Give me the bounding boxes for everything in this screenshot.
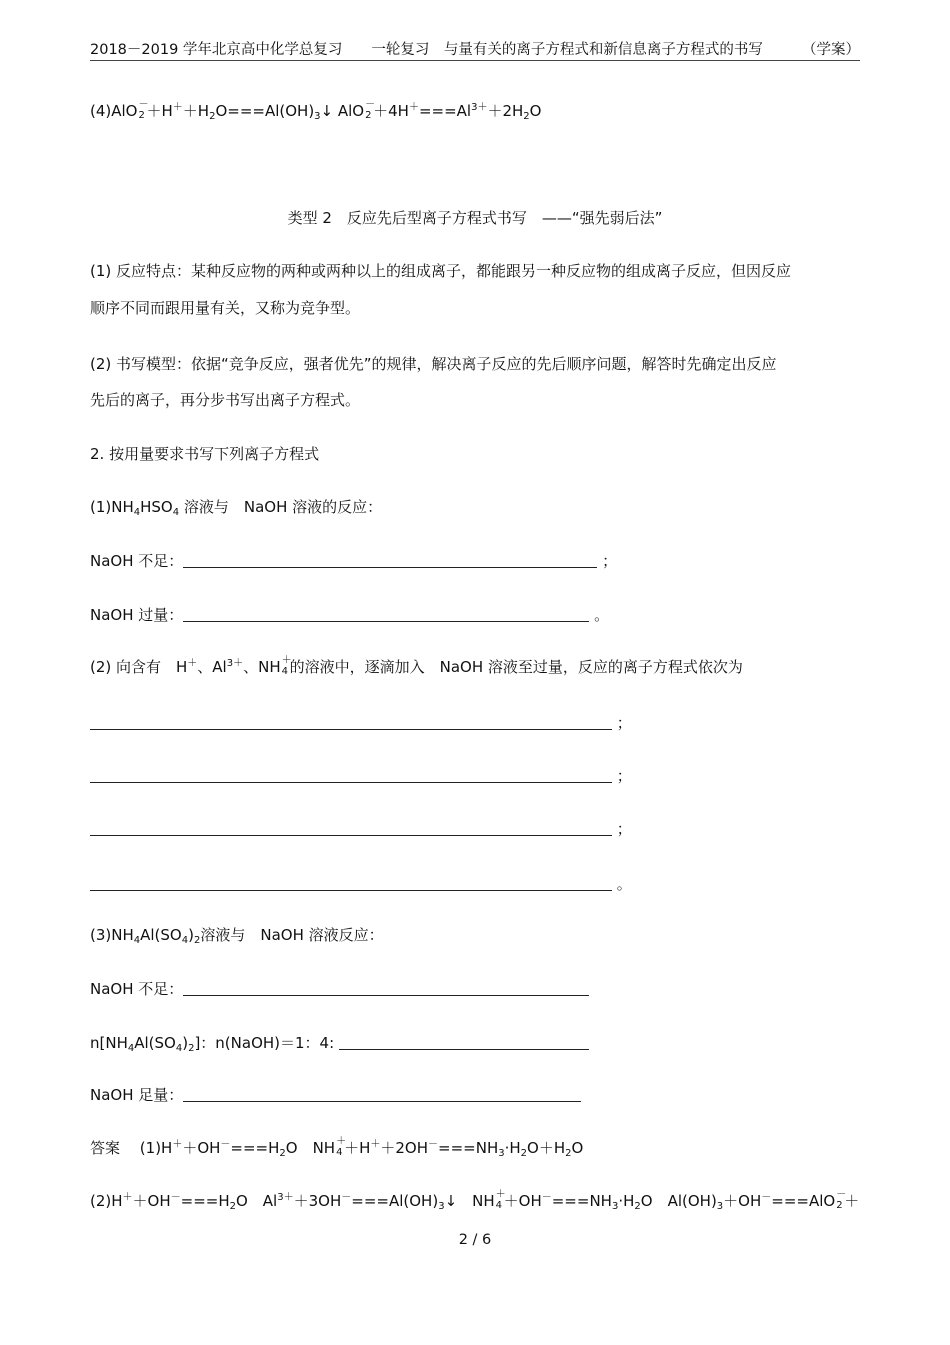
answer-line-naoh-enough: NaOH 足量： — [90, 1084, 581, 1106]
page-number: 2 / 6 — [458, 1232, 492, 1248]
answer-line-ratio: $n[NH_4Al(SO_4)_2]$：n(NaOH)＝1：4: — [90, 1032, 589, 1054]
page-header — [90, 36, 860, 61]
question-2-2: (2) 向含有 H＋、$Al^{3+}$、NH ＋ 4 的溶液中，逐滴加入 NaOH 溶液至过量，反应的离子方程式依次为 — [90, 655, 743, 677]
answer-blank[interactable] — [90, 821, 612, 836]
answer-line-2-2-d: 。 — [90, 873, 632, 895]
answer-blank[interactable] — [183, 553, 597, 568]
answer-blank[interactable] — [90, 715, 612, 730]
answer-blank[interactable] — [90, 876, 612, 891]
question-2-3: $(3)NH_4Al(SO_4)_2$溶液与 NaOH 溶液反应： — [90, 926, 384, 946]
answer-blank[interactable] — [183, 1087, 581, 1102]
question-2-1: $(1)NH_4HSO_4$ 溶液与 NaOH 溶液的反应： — [90, 498, 383, 518]
answer-blank[interactable] — [339, 1035, 589, 1050]
answer-line-naoh-short-1: NaOH 不足： ； — [90, 552, 618, 570]
answer-blank[interactable] — [90, 768, 612, 783]
section-title: 类型 2 反应先后型离子方程式书写 ——“强先弱后法” — [287, 209, 663, 227]
answer-blank[interactable] — [183, 607, 589, 622]
answer-line-naoh-excess-1: NaOH 过量： 。 — [90, 606, 610, 624]
ion-sub-sup: － 2 — [365, 99, 376, 121]
paragraph-2b: 先后的离子，再分步书写出离子方程式。 — [90, 391, 361, 409]
answer-line-2-2-b: ； — [90, 765, 632, 787]
answer-line-2-2-c: ； — [90, 818, 632, 840]
answer-1: 答案 $(1)H^++OH^-===H_2O$ NH ＋ 4 $+H^++2OH^-===NH_3\cdot H_2O+H_2O$ — [90, 1136, 584, 1159]
equation-line-4: (4)AlO － 2 $+H^++H_2O===Al(OH)_3↓$ AlO － 2 $+4H^+===Al^{3+}+2H_2O$ — [90, 99, 542, 122]
paragraph-1a: (1) 反应特点：某种反应物的两种或两种以上的组成离子，都能跟另一种反应物的组成离子反应，但因反应 — [90, 262, 792, 280]
ion-sub-sup: － 2 — [138, 99, 149, 121]
answer-blank[interactable] — [183, 981, 589, 996]
paragraph-2a: (2) 书写模型：依据“竞争反应，强者优先”的规律，解决离子反应的先后顺序问题，解答时先确定出反应 — [90, 355, 777, 373]
answer-line-naoh-short-3: NaOH 不足： — [90, 978, 589, 1000]
answer-line-2-2-a: ； — [90, 712, 632, 734]
paragraph-1b: 顺序不同而跟用量有关，又称为竞争型。 — [90, 299, 361, 317]
question-2-title: 2. 按用量要求书写下列离子方程式 — [90, 445, 320, 463]
header-tag: （学案） — [802, 42, 860, 58]
answer-2: $(2)H^++OH^-===H_2O$ $Al^{3+}+3OH^-===Al(OH)_3↓$ NH ＋ 4 $+OH^-===NH_3\cdot H_2O$ $Al(OH)_3+OH^-===AlO$ － 2 ＋ — [90, 1189, 860, 1212]
header-title: 2018－2019 学年北京高中化学总复习 一轮复习 与量有关的离子方程式和新信息离子方程式的书写 — [90, 42, 763, 58]
